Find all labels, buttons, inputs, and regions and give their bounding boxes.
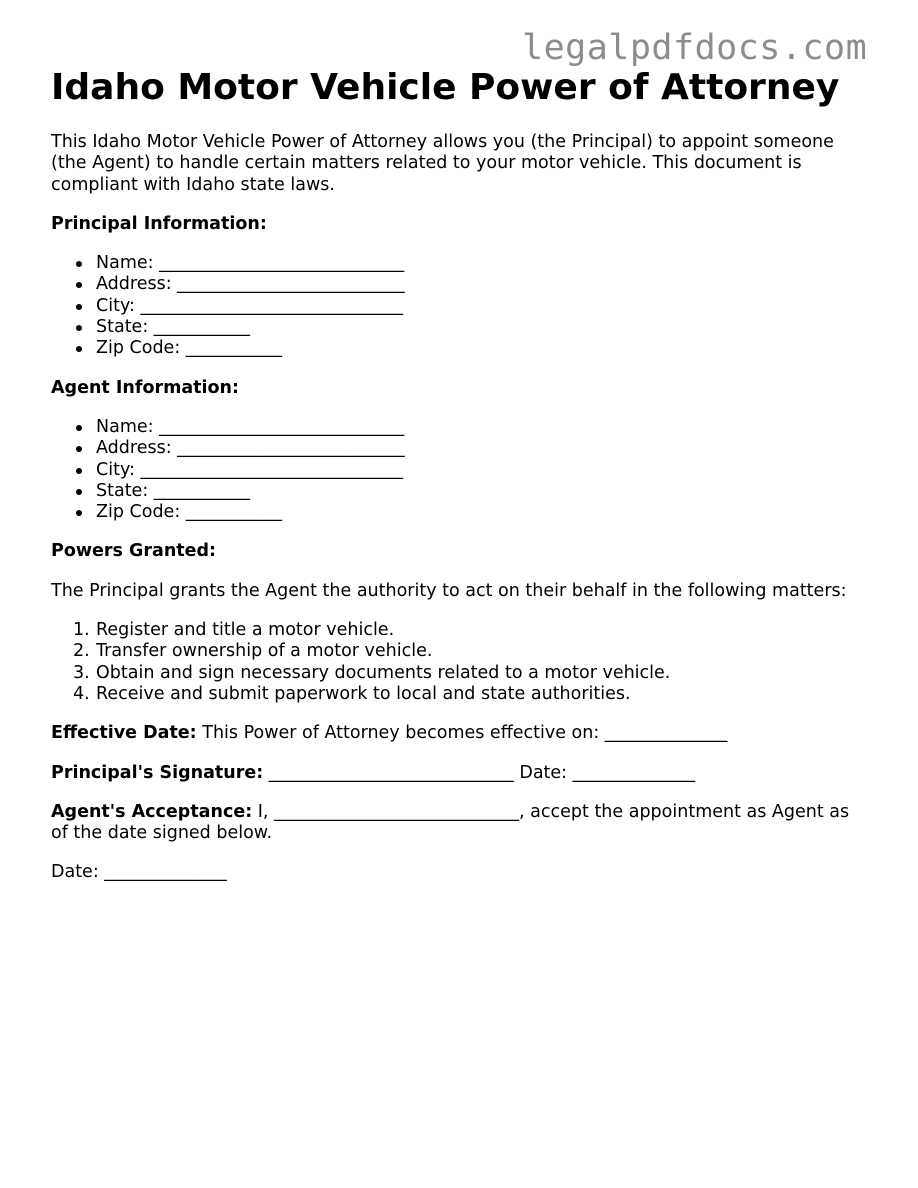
effective-date-line	[51, 723, 871, 744]
agent-heading: Agent Information:	[51, 377, 239, 398]
agent-acceptance-label: Agent's Acceptance:	[51, 801, 253, 822]
agent-acceptance-paragraph	[51, 802, 871, 845]
agent-zip-field: Zip Code: ___________	[51, 502, 871, 523]
principal-zip-field: Zip Code: ___________	[51, 338, 871, 359]
principal-fields-list	[51, 253, 871, 359]
effective-date-text: This Power of Attorney becomes effective on: ______________	[196, 723, 728, 744]
power-text: Receive and submit paperwork to local and state authorities.	[96, 683, 631, 704]
page-title: Idaho Motor Vehicle Power of Attorney	[51, 67, 840, 108]
principal-heading: Principal Information:	[51, 213, 267, 234]
document-page	[51, 66, 871, 884]
principal-signature-text: ____________________________ Date: ______________	[263, 762, 696, 783]
agent-acceptance-text: I, ____________________________, accept the appointment as Agent as of the date signed below.	[51, 801, 850, 844]
agent-name-field: Name: ____________________________	[51, 417, 871, 438]
powers-heading: Powers Granted:	[51, 541, 217, 562]
agent-fields-list	[51, 417, 871, 523]
power-text: Register and title a motor vehicle.	[96, 620, 395, 641]
agent-state-field: State: ___________	[51, 481, 871, 502]
power-number: 3.	[73, 662, 90, 683]
principal-city-field: City: ______________________________	[51, 296, 871, 317]
powers-intro: The Principal grants the Agent the authority to act on their behalf in the following matters:	[51, 580, 847, 601]
power-text: Obtain and sign necessary documents related to a motor vehicle.	[96, 662, 671, 683]
power-number: 2.	[73, 641, 90, 662]
principal-address-field: Address: __________________________	[51, 274, 871, 295]
principal-signature-line	[51, 763, 871, 784]
agent-city-field: City: ______________________________	[51, 460, 871, 481]
agent-address-field: Address: __________________________	[51, 438, 871, 459]
power-item	[51, 641, 871, 662]
effective-date-label: Effective Date:	[51, 723, 197, 744]
power-number: 1.	[73, 620, 90, 641]
intro-paragraph: This Idaho Motor Vehicle Power of Attorney allows you (the Principal) to appoint someone (the Agent) to handle certain matters related to your motor vehicle. This document is compliant with Idaho state laws.	[51, 132, 834, 195]
principal-signature-label: Principal's Signature:	[51, 762, 264, 783]
principal-state-field: State: ___________	[51, 317, 871, 338]
principal-name-field: Name: ____________________________	[51, 253, 871, 274]
watermark: legalpdfdocs.com	[522, 28, 868, 68]
power-number: 4.	[73, 683, 90, 704]
power-item	[51, 663, 871, 684]
powers-list	[51, 620, 871, 705]
power-text: Transfer ownership of a motor vehicle.	[96, 641, 433, 662]
power-item	[51, 684, 871, 705]
power-item	[51, 620, 871, 641]
final-date-line: Date: ______________	[51, 862, 227, 883]
